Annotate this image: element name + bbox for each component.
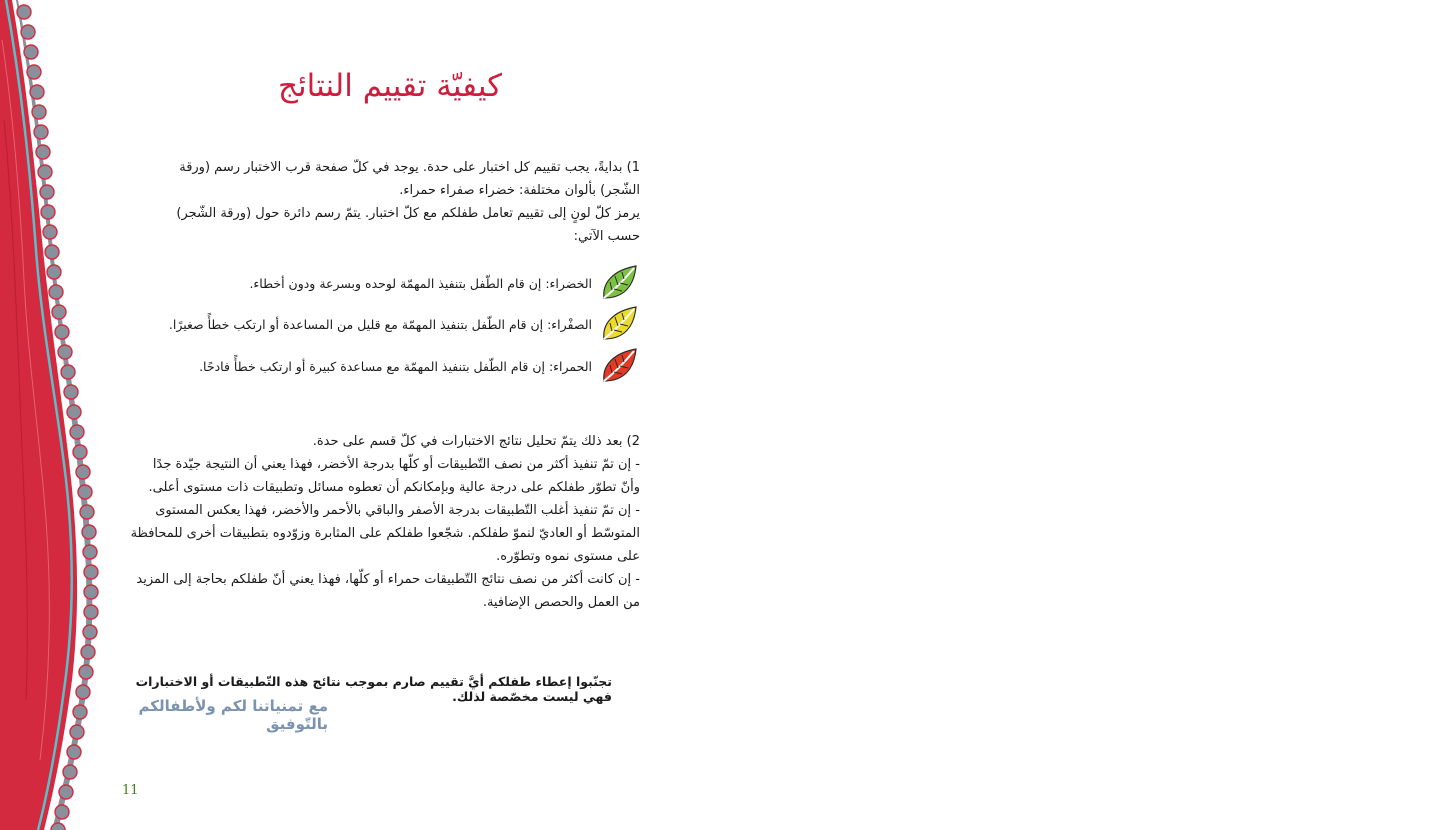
legend-item-green <box>249 264 640 302</box>
intro-line-2: يرمز كلّ لونٍ إلى تقييم تعامل طفلكم مع كلّ اختبار. يتمّ رسم دائرة حول (ورقة الشّجر) حسب الآتي: <box>176 206 640 244</box>
closing-wish: مع تمنياتنا لكم ولأطفالكم بالتّوفيق <box>138 697 328 733</box>
legend-item-red <box>199 347 640 385</box>
analysis-line-2: - إن تمّ تنفيذ أكثر من نصف التّطبيقات أو كلّها بدرجة الأخضر، فهذا يعني أن النتيجة جيّدة جدًا وأنّ تطوّر طفلكم على درجة عالية وبإمكانكم أن تعطوه مسائل وتطبيقات ذات مستوى أعلى. <box>148 457 640 495</box>
legend-text-green: الخضراء: إن قام الطّفل بتنفيذ المهمّة لوحده وبسرعة ودون أخطاء. <box>249 275 592 291</box>
intro-paragraph <box>160 156 640 248</box>
analysis-paragraph <box>130 430 640 614</box>
intro-line-1: 1) بدايةً، يجب تقييم كل اختبار على حدة. يوجد في كلّ صفحة قرب الاختبار رسم (ورقة الشّجر) بألوان مختلفة: خضراء صفراء حمراء. <box>179 160 640 198</box>
warning-note: تجنّبوا إعطاء طفلكم أيَّ تقييم صارم بموجب نتائج هذه التّطبيقات أو الاختبارات فهي ليست مخصّصة لذلك. <box>135 674 612 704</box>
legend-item-yellow <box>169 305 640 343</box>
yellow-leaf-icon <box>600 305 640 343</box>
analysis-line-4: - إن كانت أكثر من نصف نتائج التّطبيقات حمراء أو كلّها، فهذا يعني أنّ طفلكم بحاجة إلى المزيد من العمل والحصص الإضافية. <box>136 572 640 610</box>
legend-text-red: الحمراء: إن قام الطّفل بتنفيذ المهمّة مع مساعدة كبيرة أو ارتكب خطأً فادحًا. <box>199 358 592 374</box>
page-title: كيفيّة تقييم النتائج <box>278 68 502 104</box>
red-leaf-icon <box>600 347 640 385</box>
legend-text-yellow: الصفْراء: إن قام الطّفل بتنفيذ المهمّة مع قليل من المساعدة أو ارتكب خطأً صغيرًا. <box>168 316 592 332</box>
analysis-line-3: - إن تمّ تنفيذ أغلب التّطبيقات بدرجة الأصفر والباقي بالأحمر والأخضر، فهذا يعكس المستوى المتوسّط أو العاديّ لنموّ طفلكم. شجّعوا طفلكم على المثابرة وزوّدوه بتطبيقات أخرى للمحافظة على مستوى نموه وتطوّره. <box>130 503 640 564</box>
green-leaf-icon <box>600 264 640 302</box>
page-number: 11 <box>122 783 139 798</box>
decorative-border <box>0 0 110 830</box>
analysis-line-1: 2) بعد ذلك يتمّ تحليل نتائج الاختبارات في كلّ قسم على حدة. <box>312 434 640 449</box>
